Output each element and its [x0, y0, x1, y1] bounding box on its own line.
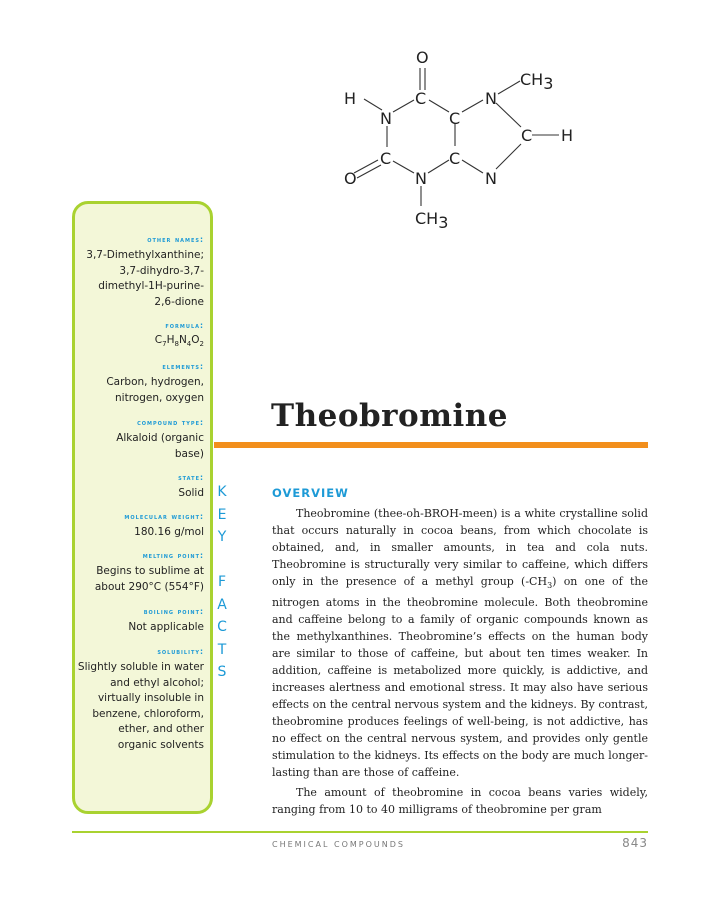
- bond-n7-c8: [496, 103, 521, 127]
- key-facts-letter: S: [217, 664, 227, 680]
- bond-c6-c5: [429, 100, 449, 112]
- fact-value: Slightly soluble in water and ethyl alcohol; virtually insoluble in benzene, chloroform, ether, and other organic solvents: [77, 661, 204, 751]
- fact-boiling-point: [72, 607, 204, 636]
- bond-c2-n3: [393, 161, 414, 173]
- atom-o-left: O: [344, 169, 357, 188]
- theobromine-structure-diagram: [330, 40, 590, 240]
- atom-c8: C: [521, 126, 533, 145]
- fact-label: other names:: [147, 235, 204, 244]
- atom-n3: N: [415, 169, 427, 188]
- body-paragraph-1: [272, 505, 648, 781]
- fact-value: Solid: [178, 487, 204, 499]
- fact-other-names: [72, 235, 204, 310]
- key-facts-letter: Y: [217, 529, 227, 545]
- fact-label: compound type:: [137, 418, 204, 427]
- fact-label: state:: [178, 473, 204, 482]
- key-facts-letter: F: [217, 574, 227, 590]
- para1-part-a: Theobromine (thee-oh-BROH-meen) is a white crystalline solid that occurs naturally in cocoa beans, from which chocolate is obtained, and, in smaller amounts, in tea and cola nuts. Theobromine is structurally very similar to caffeine, which differs only in the presence of a methyl group (-CH: [272, 507, 648, 588]
- atom-ch3-top: CH3: [520, 70, 554, 93]
- fact-label: solubility:: [157, 647, 204, 656]
- key-facts-letter: T: [217, 641, 227, 658]
- fact-formula: [72, 321, 204, 348]
- footer-rule: [72, 831, 648, 833]
- key-facts-letter: C: [217, 619, 227, 635]
- atom-h-right: H: [561, 126, 574, 145]
- atom-ch3-bottom: CH3: [415, 209, 449, 232]
- fact-compound-type: [72, 418, 204, 462]
- fact-value: 180.16 g/mol: [134, 526, 204, 538]
- bond-c8-n9: [496, 144, 521, 169]
- atom-c6: C: [415, 89, 427, 108]
- fact-value: Alkaloid (organic base): [116, 432, 204, 460]
- body-paragraph-2: The amount of theobromine in cocoa beans varies widely, ranging from 10 to 40 milligrams of theobromine per gram: [272, 786, 648, 816]
- bond-o-c2-b: [357, 165, 381, 178]
- bond-o-c2-a: [354, 160, 378, 173]
- fact-value: Not applicable: [128, 621, 204, 633]
- atom-c2: C: [380, 149, 392, 168]
- fact-label: boiling point:: [143, 607, 204, 616]
- para1-part-b: ) on one of the nitrogen atoms in the theobromine molecule. Both theobromine and caffeine belong to a family of organic compounds known as the methylxanthines. Theobromine’s effects on the human body are similar to those of caffeine, but about ten times weaker. In addition, caffeine is metabolized more quickly, is addictive, and increases alertness and emotional stress. It may also have serious effects on the central nervous system and the kidneys. By contrast, theobromine produces feelings of well-being, is not addictive, has no effect on the central nervous system, and provides only gentle stimulation to the kidneys. Its effects on the body are much longer-lasting than are those of caffeine.: [272, 575, 648, 780]
- key-facts-letter: E: [217, 506, 227, 523]
- atom-c4: C: [449, 149, 461, 168]
- atom-h-left: H: [344, 89, 357, 108]
- key-facts-letters: [214, 481, 230, 684]
- fact-solubility: [72, 647, 204, 753]
- key-facts-sidebar: [72, 201, 213, 814]
- para1-subscript: 3: [547, 581, 553, 591]
- fact-state: [72, 473, 204, 502]
- fact-value: 3,7-Dimethylxanthine; 3,7-dihydro-3,7-dimethyl-1H-purine-2,6-dione: [86, 249, 204, 308]
- bond-n3-c4: [428, 160, 449, 173]
- fact-label: elements:: [162, 362, 204, 371]
- key-facts-letter: A: [217, 596, 227, 613]
- atom-n9: N: [485, 169, 497, 188]
- fact-label: melting point:: [142, 551, 204, 560]
- fact-label: formula:: [165, 321, 204, 330]
- key-facts-letter: [214, 549, 230, 572]
- page-title: Theobromine: [271, 398, 509, 434]
- bond-c4-n9: [462, 160, 483, 173]
- fact-label: molecular weight:: [124, 512, 204, 521]
- fact-value: Carbon, hydrogen, nitrogen, oxygen: [106, 376, 204, 404]
- fact-molecular-weight: [72, 512, 204, 541]
- atom-c5: C: [449, 109, 461, 128]
- key-facts-vertical-label: [214, 481, 230, 684]
- fact-value: Begins to sublime at about 290°C (554°F): [94, 565, 204, 593]
- section-heading: OVERVIEW: [272, 486, 349, 500]
- bond-n7-ch3: [498, 81, 520, 94]
- page-number: 843: [622, 836, 648, 850]
- atom-n7: N: [485, 89, 497, 108]
- key-facts-letter: K: [217, 484, 227, 500]
- fact-value-formula: $C_7H_8N_4O_2$: [154, 334, 204, 349]
- atom-n1: N: [380, 109, 392, 128]
- bond-c5-n7: [462, 100, 483, 112]
- footer-book-title: CHEMICAL COMPOUNDS: [272, 840, 405, 849]
- fact-melting-point: [72, 551, 204, 595]
- atom-o-top: O: [416, 48, 429, 67]
- bond-n1-c6: [393, 100, 414, 112]
- fact-elements: [72, 362, 204, 406]
- title-rule: [214, 442, 648, 448]
